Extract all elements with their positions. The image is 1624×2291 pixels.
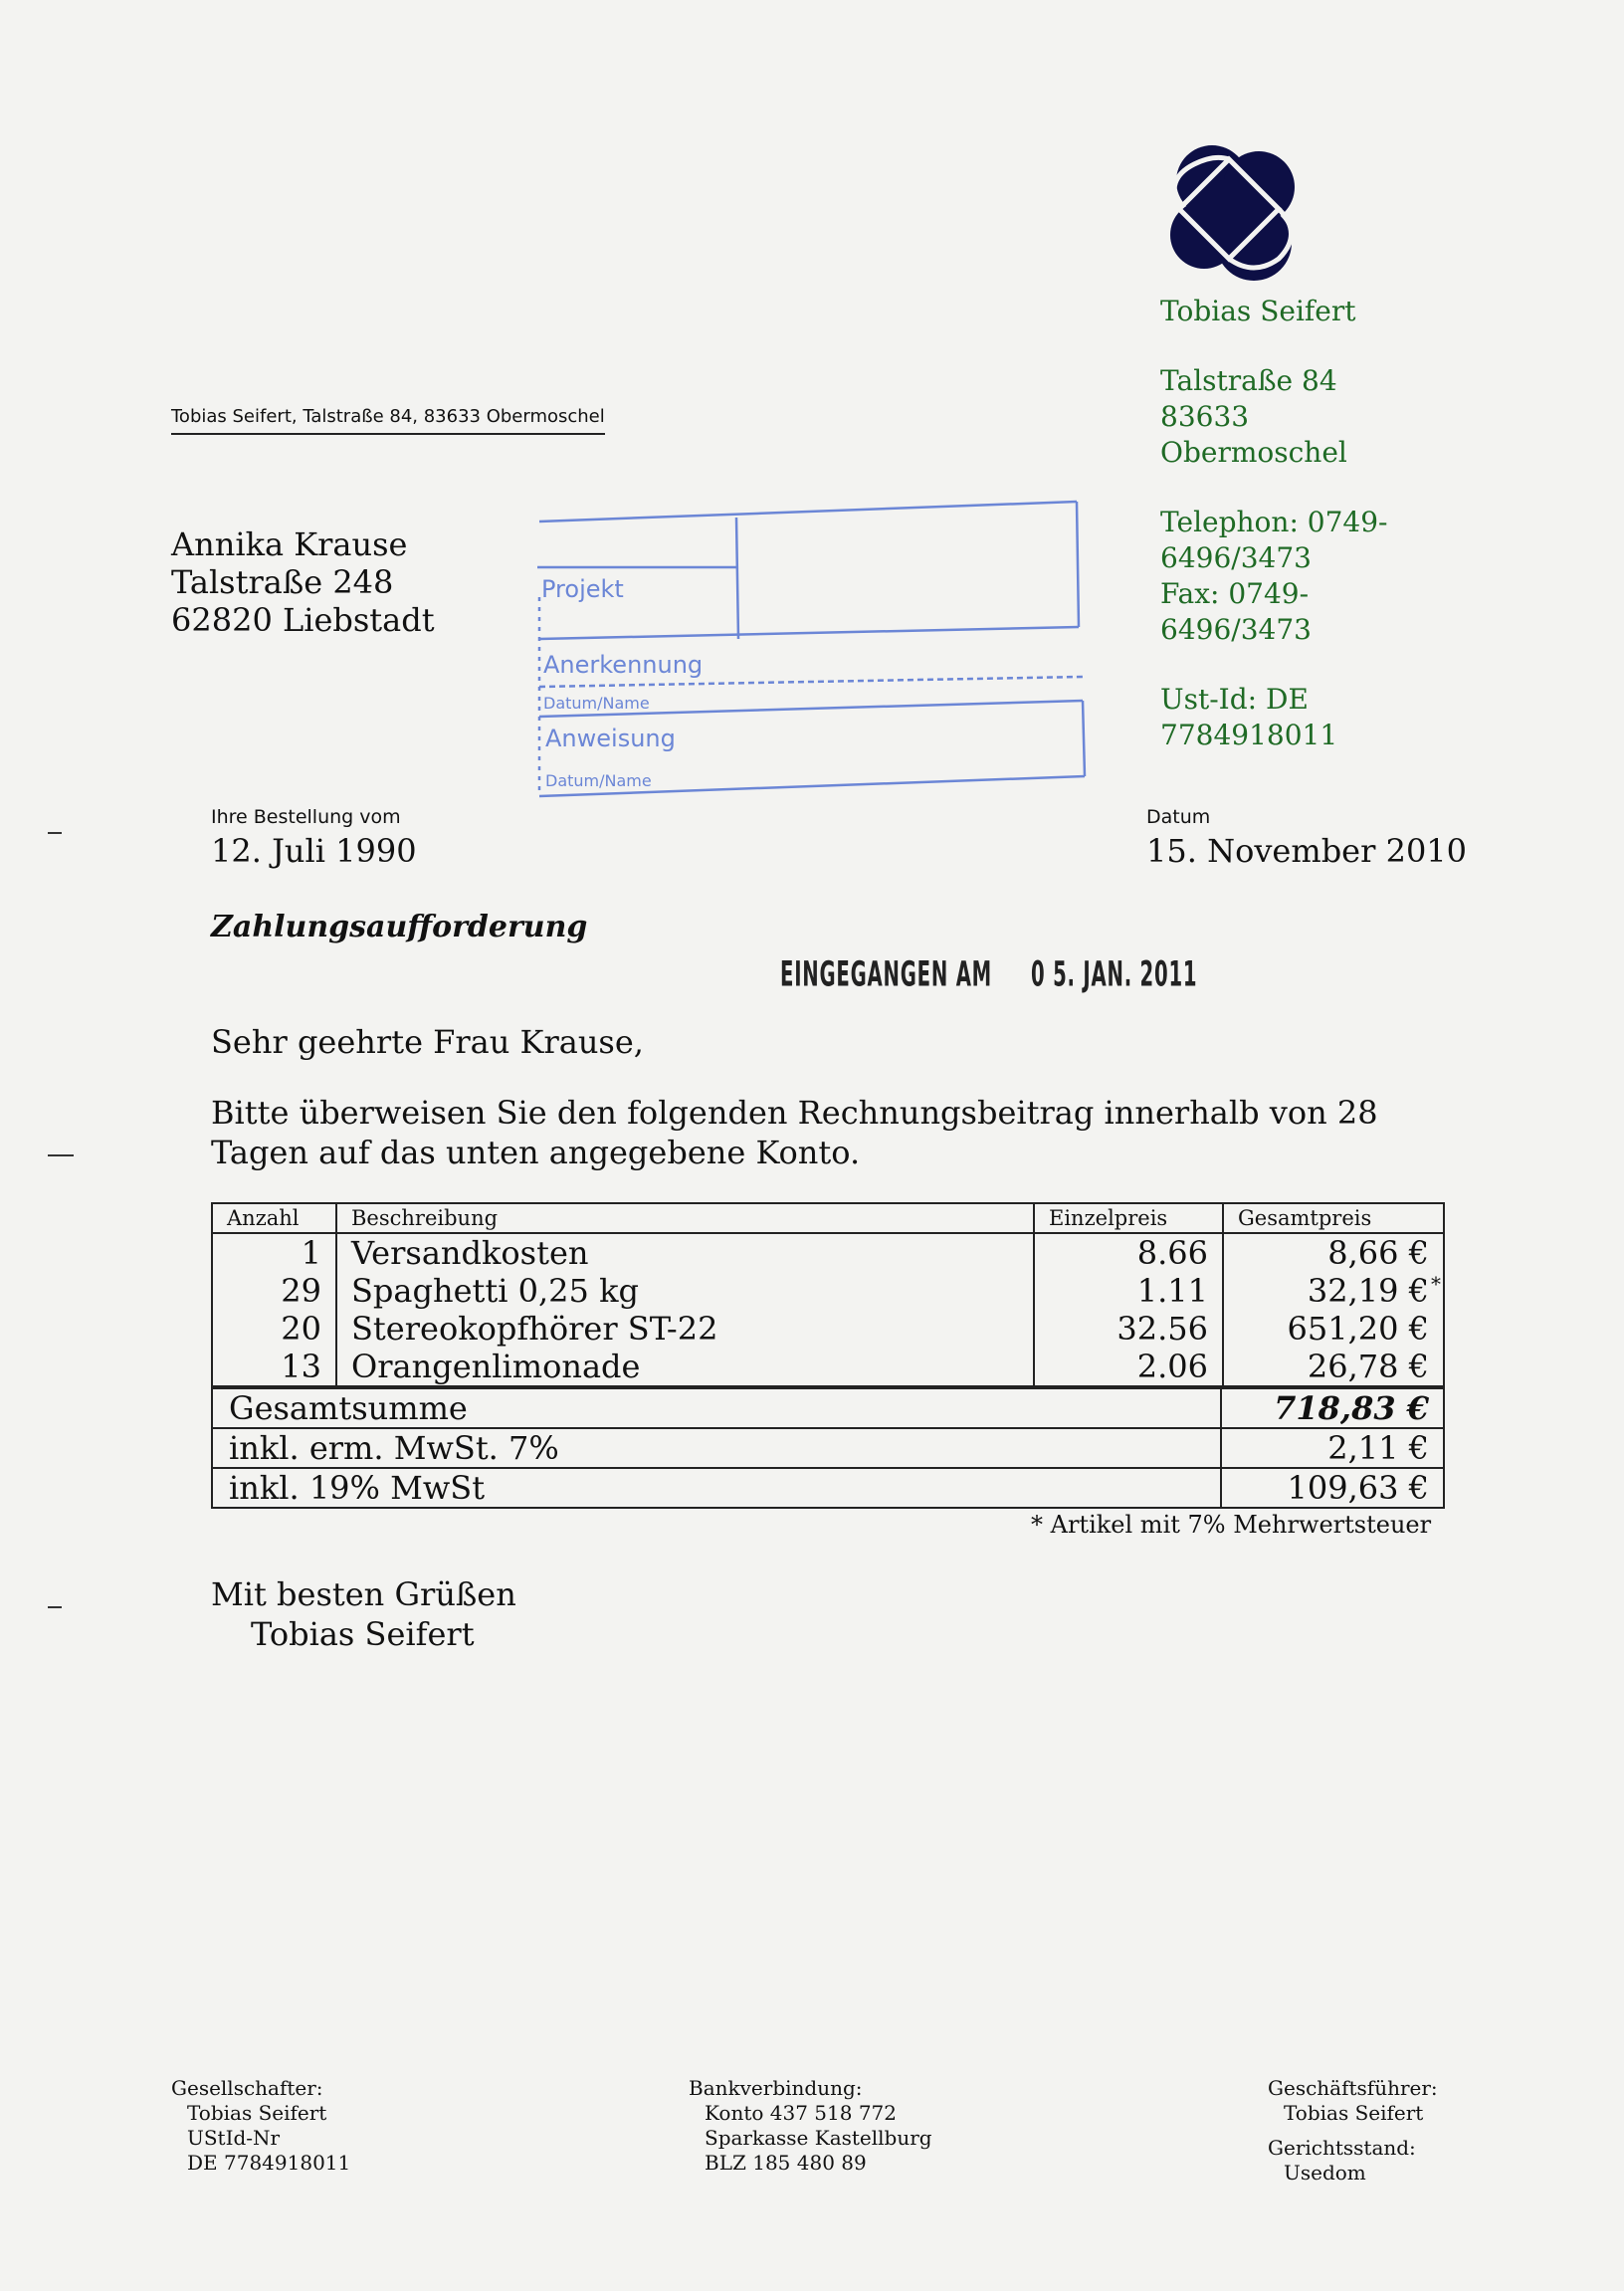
footer-bank <box>689 2076 932 2176</box>
reduced-vat-row <box>212 1428 1444 1468</box>
vat-label: inkl. 19% MwSt <box>212 1468 1221 1508</box>
header-anzahl: Anzahl <box>212 1203 336 1233</box>
sender-ust-line1: Ust-Id: DE <box>1160 683 1309 716</box>
received-stamp-text: EINGEGANGEN AM <box>780 953 993 995</box>
row-qty: 13 <box>212 1348 336 1386</box>
reduced-vat-label: inkl. erm. MwSt. 7% <box>212 1428 1221 1468</box>
table-row <box>212 1348 1444 1386</box>
row-desc: Orangenlimonade <box>336 1348 1034 1386</box>
row-total <box>1223 1310 1444 1348</box>
table-row <box>212 1272 1444 1310</box>
recipient-address <box>171 525 435 639</box>
table-row <box>212 1233 1444 1272</box>
row-star: * <box>1431 1272 1441 1296</box>
stamp-label-datum-name-1: Datum/Name <box>543 694 650 713</box>
fold-mark-bottom <box>48 1606 62 1608</box>
header-gesamtpreis: Gesamtpreis <box>1223 1203 1444 1233</box>
footer-partners-line1: Tobias Seifert <box>187 2101 327 2125</box>
recipient-name: Annika Krause <box>171 525 408 563</box>
stamp-label-anerkennung: Anerkennung <box>543 651 704 679</box>
row-desc: Spaghetti 0,25 kg <box>336 1272 1034 1310</box>
routing-stamp <box>529 498 1087 798</box>
recipient-street: Talstraße 248 <box>171 563 394 601</box>
received-stamp <box>780 953 1197 994</box>
row-total-value: 26,78 € <box>1307 1348 1429 1385</box>
sender-zip: 83633 <box>1160 400 1250 433</box>
row-desc: Stereokopfhörer ST-22 <box>336 1310 1034 1348</box>
return-address: Tobias Seifert, Talstraße 84, 83633 Obermoschel <box>171 406 605 435</box>
closing-signature-name: Tobias Seifert <box>251 1615 475 1653</box>
row-unit-price: 1.11 <box>1034 1272 1223 1310</box>
salutation: Sehr geehrte Frau Krause, <box>211 1023 644 1061</box>
stamp-label-datum-name-2: Datum/Name <box>545 771 652 790</box>
punch-mark <box>48 1154 74 1156</box>
footer-bank-line2: Sparkasse Kastellburg <box>705 2126 932 2150</box>
footer-bank-line1: Konto 437 518 772 <box>705 2101 897 2125</box>
stamp-label-projekt: Projekt <box>541 575 624 603</box>
totals-table <box>211 1387 1445 1509</box>
footer-partners-title: Gesellschafter: <box>171 2076 323 2100</box>
body-text: Bitte überweisen Sie den folgenden Rechnungsbeitrag innerhalb von 28 Tagen auf das unten angegebene Konto. <box>211 1094 1378 1171</box>
subject: Zahlungsaufforderung <box>211 910 588 944</box>
footer-management-line1: Tobias Seifert <box>1284 2101 1424 2125</box>
clover-logo-icon <box>1154 139 1309 289</box>
sender-name: Tobias Seifert <box>1160 295 1356 327</box>
row-unit-price: 2.06 <box>1034 1348 1223 1386</box>
footnote: * Artikel mit 7% Mehrwertsteuer <box>1031 1511 1432 1539</box>
row-total <box>1223 1348 1444 1386</box>
sender-street: Talstraße 84 <box>1160 364 1337 397</box>
footer-management <box>1268 2076 1438 2186</box>
vat-row <box>212 1468 1444 1508</box>
date-label: Datum <box>1146 806 1211 828</box>
vat-value: 109,63 € <box>1221 1468 1444 1508</box>
total-row <box>212 1388 1444 1428</box>
reduced-vat-value: 2,11 € <box>1221 1428 1444 1468</box>
total-label: Gesamtsumme <box>212 1388 1221 1428</box>
closing <box>211 1574 516 1654</box>
sender-ust-line2: 7784918011 <box>1160 719 1338 751</box>
header-einzelpreis: Einzelpreis <box>1034 1203 1223 1233</box>
closing-greeting: Mit besten Grüßen <box>211 1575 516 1613</box>
row-total-value: 32,19 € <box>1307 1272 1429 1310</box>
items-table <box>211 1202 1445 1387</box>
order-label: Ihre Bestellung vom <box>211 806 401 828</box>
footer-bank-line3: BLZ 185 480 89 <box>705 2151 867 2175</box>
footer-court-line: Usedom <box>1284 2161 1366 2185</box>
recipient-city: 62820 Liebstadt <box>171 601 435 639</box>
row-qty: 20 <box>212 1310 336 1348</box>
table-row <box>212 1310 1444 1348</box>
row-total <box>1223 1272 1444 1310</box>
footer-bank-title: Bankverbindung: <box>689 2076 863 2100</box>
row-desc: Versandkosten <box>336 1233 1034 1272</box>
order-date: 12. Juli 1990 <box>211 832 417 870</box>
sender-phone-line2: 6496/3473 <box>1160 541 1312 574</box>
footer-court-title: Gerichtsstand: <box>1268 2136 1416 2160</box>
stamp-label-anweisung: Anweisung <box>545 725 676 752</box>
sender-fax-line2: 6496/3473 <box>1160 613 1312 646</box>
row-total <box>1223 1233 1444 1272</box>
sender-phone-line1: Telephon: 0749- <box>1160 506 1388 538</box>
footer-management-title: Geschäftsführer: <box>1268 2076 1438 2100</box>
footer-partners-line2: UStId-Nr <box>187 2126 281 2150</box>
row-qty: 29 <box>212 1272 336 1310</box>
received-stamp-date: 0 5. JAN. 2011 <box>1031 953 1198 995</box>
total-value: 718,83 € <box>1221 1388 1444 1428</box>
footer-partners-line3: DE 7784918011 <box>187 2151 351 2175</box>
footer-partners <box>171 2076 350 2176</box>
sender-city: Obermoschel <box>1160 436 1347 469</box>
row-total-value: 651,20 € <box>1287 1310 1429 1348</box>
date-value: 15. November 2010 <box>1146 832 1468 870</box>
row-total-value: 8,66 € <box>1327 1234 1429 1272</box>
table-header-row <box>212 1203 1444 1233</box>
header-beschreibung: Beschreibung <box>336 1203 1034 1233</box>
sender-block <box>1160 294 1429 753</box>
fold-mark-top <box>48 832 62 834</box>
row-qty: 1 <box>212 1233 336 1272</box>
sender-fax-line1: Fax: 0749- <box>1160 577 1310 610</box>
row-unit-price: 32.56 <box>1034 1310 1223 1348</box>
row-unit-price: 8.66 <box>1034 1233 1223 1272</box>
